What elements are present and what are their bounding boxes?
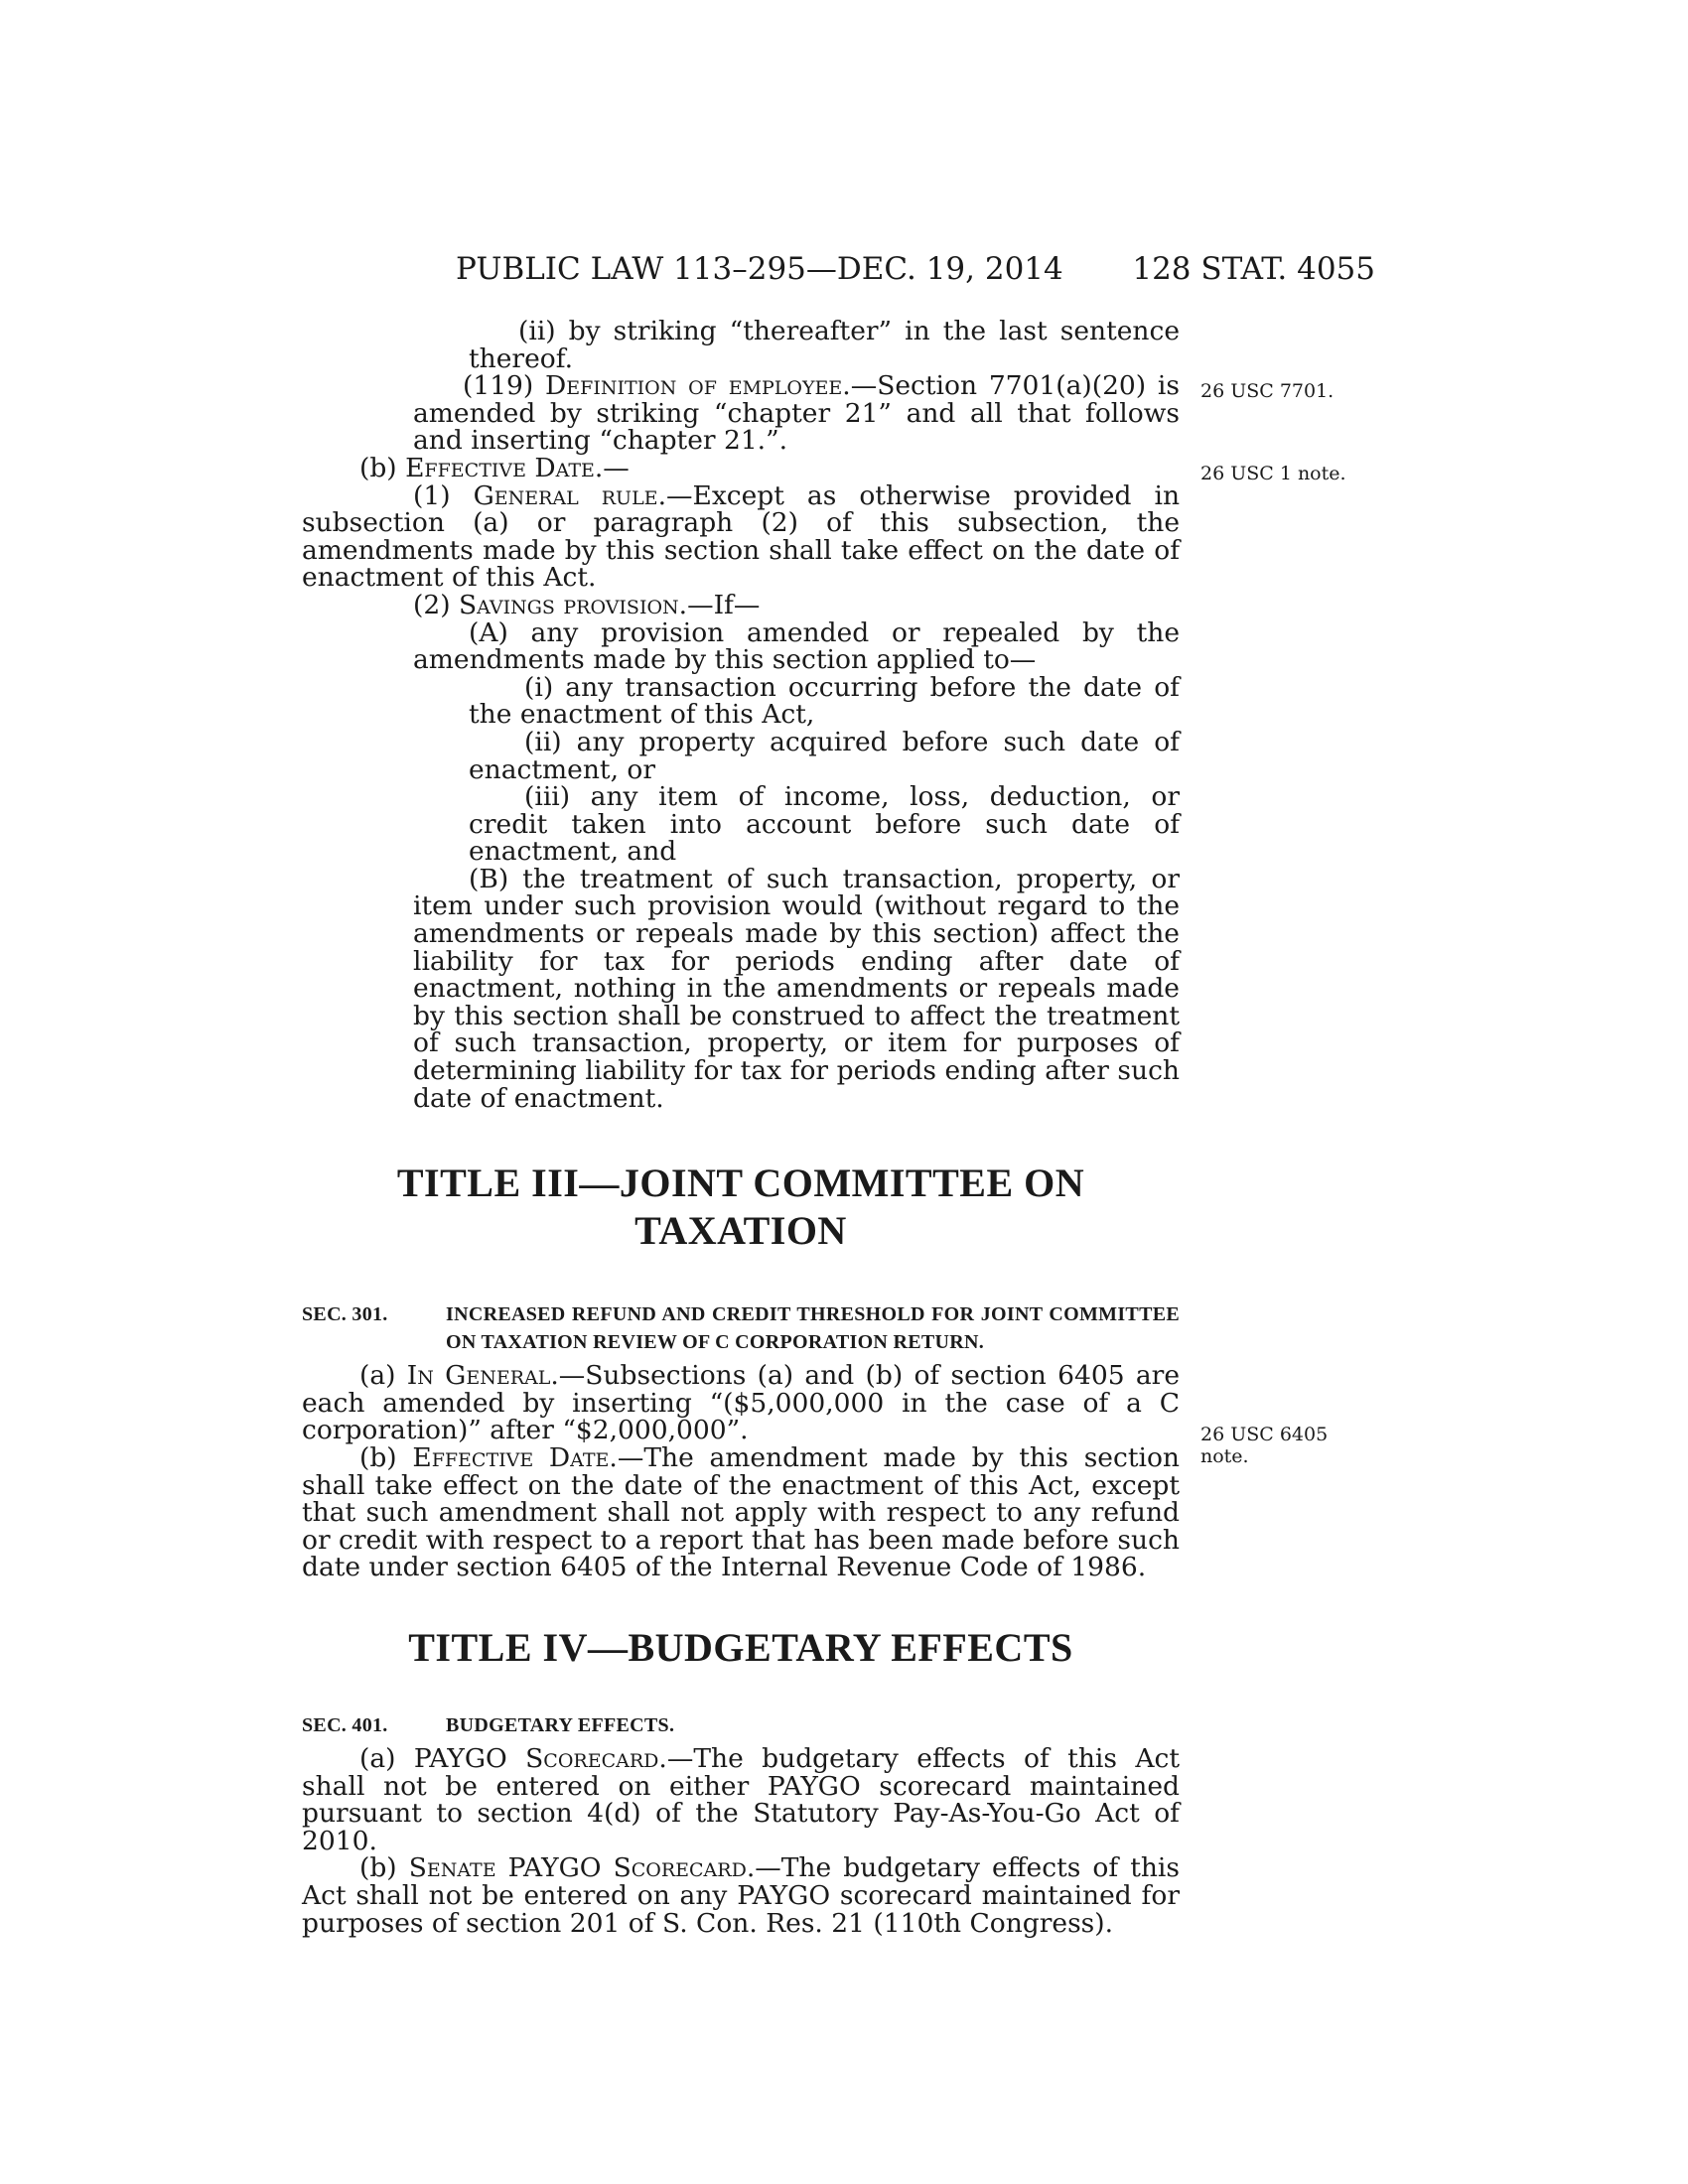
title-iii-heading [302,1160,1180,1255]
paragraph-iii: (iii) any item of income, loss, deduction, or credit taken into account before such date of enactment, and [469,781,1180,868]
section-301-a [302,1362,1180,1444]
paragraph-number: (119) [463,370,546,402]
paragraph-number: (b) [359,1852,409,1884]
margin-note-7701: 26 USC 7701. [1200,380,1335,402]
section-number: SEC. 301. [302,1303,388,1326]
section-301-b [302,1444,1180,1581]
paragraph-A: (A) any provision amended or repealed by the amendments made by this section applied to— [413,616,1180,676]
paragraph-heading: Senate PAYGO Scorecard [408,1852,747,1884]
margin-note-6405-line1: 26 USC 6405 [1200,1424,1329,1445]
paragraph-text: .—Except as otherwise provided in subsection (a) or paragraph (2) of this subsection, the amendments made by this section shall take effect on the date of enactment of this Act. [302,479,1181,594]
paragraph-number: (a) [359,1360,407,1392]
paragraph-ii-striking: (ii) by striking “thereafter” in the last sentence thereof. [469,316,1180,374]
paragraph-number: (b) [359,1442,413,1473]
title-iii-line2: TAXATION [634,1208,847,1254]
paragraph-heading: Effective Date [412,1442,610,1473]
paragraph-text: .—Subsections (a) and (b) of section 6405 are each amended by inserting “($5,000,000 in the case of a C corporation)” after “$2,000,000”. [302,1360,1180,1446]
paragraph-heading: Definition of employee [545,370,843,402]
paragraph-heading: Savings provision [458,589,679,620]
section-heading-text: BUDGETARY EFFECTS. [446,1713,675,1736]
paragraph-heading: In General [406,1360,551,1392]
title-iv-heading [302,1624,1180,1672]
paragraph-B: (B) the treatment of such transaction, property, or item under such provision would (without regard to the amendments or repeals made by this section) affect the liability for tax for periods ending after date of enactment, nothing in the amendments or repeals made by this section shall be construed to affect the treatment of such transaction, property, or item for purposes of determining liability for tax for periods ending after such date of enactment. [413,863,1180,1114]
page-citation: 128 STAT. 4055 [1132,251,1375,287]
paragraph-2-savings-provision [302,589,1180,620]
paragraph-text: .—The budgetary effects of this Act shall not be entered on either PAYGO scorecard maintained pursuant to section 4(d) of the Statutory Pay-As-You-Go Act of 2010. [302,1742,1180,1856]
paragraph-heading: Effective Date [405,452,595,483]
paragraph-number: (2) [413,589,459,620]
paragraph-text: .—If— [678,589,761,620]
paragraph-number: (a) [359,1742,414,1774]
paragraph-text: .—The budgetary effects of this Act shall not be entered on any PAYGO scorecard maintained for purposes of section 201 of S. Con. Res. 21 (110th Congress). [302,1852,1181,1939]
document-body [302,318,1180,1937]
paragraph-1-general-rule [302,479,1181,594]
section-number: SEC. 401. [302,1713,388,1736]
paragraph-number: (1) [413,479,474,511]
section-401-heading [302,1711,1180,1739]
margin-note-6405 [1200,1424,1328,1467]
paragraph-heading: General rule [473,479,658,511]
section-301-heading [302,1300,1180,1356]
running-header: PUBLIC LAW 113–295—DEC. 19, 2014 [456,251,1063,287]
paragraph-i: (i) any transaction occurring before the date of the enactment of this Act, [469,671,1180,731]
title-iii-line1: TITLE III—JOINT COMMITTEE ON [396,1160,1085,1206]
paragraph-ii: (ii) any property acquired before such date of enactment, or [469,726,1180,785]
paragraph-text: .—Section 7701(a)(20) is amended by striking “chapter 21” and all that follows and inserting “chapter 21.”. [413,370,1180,457]
title-iv-line1: TITLE IV—BUDGETARY EFFECTS [408,1624,1073,1670]
margin-note-6405-line2: note. [1200,1445,1249,1467]
section-heading-text: INCREASED REFUND AND CREDIT THRESHOLD FOR JOINT COMMITTEE ON TAXATION REVIEW OF C CORPORATION RETURN. [446,1303,1180,1354]
paragraph-b-effective-date [302,452,1180,483]
paragraph-text: .— [594,452,630,483]
paragraph-heading: PAYGO Scorecard [413,1742,659,1774]
section-401-a [302,1742,1180,1856]
paragraph-number: (b) [359,452,406,483]
paragraph-119 [302,372,1180,455]
section-401-b [302,1854,1180,1937]
margin-note-1-note: 26 USC 1 note. [1200,463,1346,484]
paragraph-text: .—The amendment made by this section shall take effect on the date of the enactment of this Act, except that such amendment shall not apply with respect to any refund or credit with respect to a report that has been made before such date under section 6405 of the Internal Revenue Code of 1986. [302,1442,1180,1583]
